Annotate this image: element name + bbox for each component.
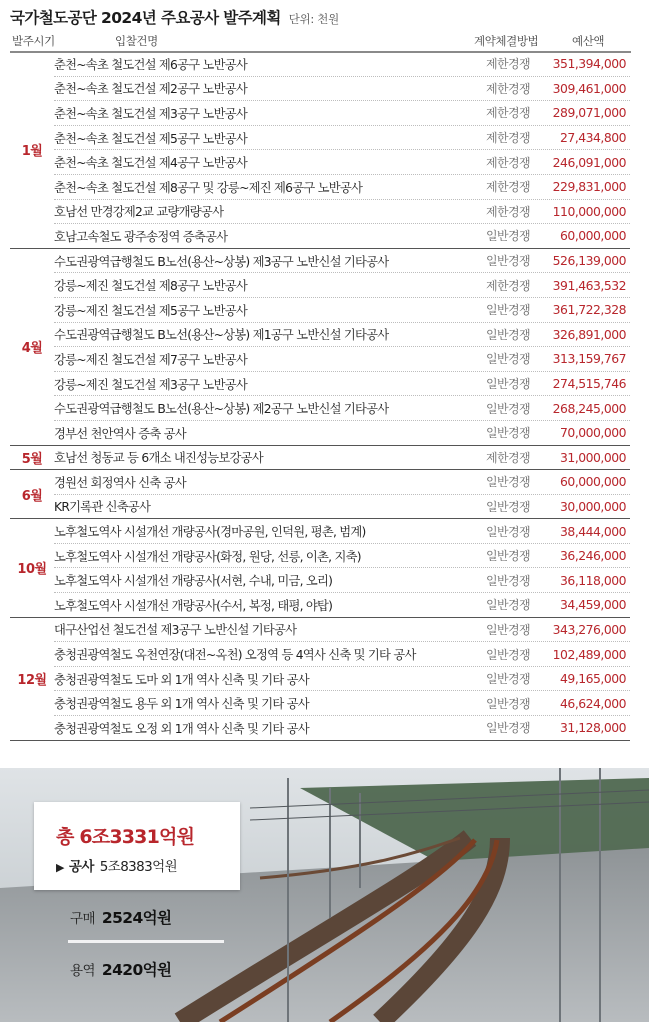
month-label: 1월 bbox=[21, 144, 43, 160]
month-rows bbox=[54, 618, 630, 740]
table-row bbox=[54, 396, 630, 421]
triangle-right-icon: ▶ bbox=[56, 861, 64, 874]
budget-amount: 391,463,532 bbox=[552, 277, 626, 293]
contract-method: 제한경쟁 bbox=[486, 106, 530, 121]
project-name: 호남선 만경강제2교 교량개량공사 bbox=[54, 205, 224, 220]
column-headers bbox=[0, 33, 649, 49]
month-rows bbox=[54, 249, 630, 445]
project-name: 노후철도역사 시설개선 개량공사(서현, 수내, 미금, 오리) bbox=[54, 574, 333, 589]
contract-method: 일반경쟁 bbox=[486, 573, 530, 588]
month-group bbox=[10, 52, 630, 249]
total-amount: 총 6조3331억원 bbox=[56, 826, 195, 848]
project-name: 대구산업선 철도건설 제3공구 노반신설 기타공사 bbox=[54, 623, 297, 638]
contract-method: 일반경쟁 bbox=[486, 254, 530, 269]
budget-amount: 313,159,767 bbox=[552, 351, 626, 367]
project-name: 노후철도역사 시설개선 개량공사(수서, 복정, 태평, 야탑) bbox=[54, 598, 333, 613]
contract-method: 일반경쟁 bbox=[486, 672, 530, 687]
contract-method: 일반경쟁 bbox=[486, 499, 530, 514]
project-name: 강릉~제진 철도건설 제7공구 노반공사 bbox=[54, 352, 248, 367]
table-row bbox=[54, 544, 630, 569]
project-name: 춘천~속초 철도건설 제6공구 노반공사 bbox=[54, 57, 248, 72]
budget-amount: 70,000,000 bbox=[560, 425, 626, 441]
contract-method: 제한경쟁 bbox=[486, 131, 530, 146]
project-name: 춘천~속초 철도건설 제3공구 노반공사 bbox=[54, 106, 248, 121]
budget-amount: 60,000,000 bbox=[560, 228, 626, 244]
budget-amount: 229,831,000 bbox=[552, 179, 626, 195]
project-name: 충청권광역철도 도마 외 1개 역사 신축 및 기타 공사 bbox=[54, 672, 309, 687]
purchase-summary bbox=[70, 906, 171, 928]
table-row bbox=[54, 298, 630, 323]
table-row bbox=[54, 77, 630, 102]
page-title: 국가철도공단 2024년 주요공사 발주계획 bbox=[10, 9, 281, 27]
budget-amount: 289,071,000 bbox=[552, 105, 626, 121]
budget-amount: 49,165,000 bbox=[560, 671, 626, 687]
table-row bbox=[54, 101, 630, 126]
project-name: 노후철도역사 시설개선 개량공사(경마공원, 인덕원, 평촌, 범계) bbox=[54, 525, 366, 540]
project-name: 춘천~속초 철도건설 제2공구 노반공사 bbox=[54, 82, 248, 97]
month-rows bbox=[54, 446, 630, 470]
budget-amount: 110,000,000 bbox=[552, 203, 626, 219]
contract-method: 일반경쟁 bbox=[486, 426, 530, 441]
project-name: 수도권광역급행철도 B노선(용산~상봉) 제2공구 노반신설 기타공사 bbox=[54, 402, 389, 417]
project-name: 강릉~제진 철도건설 제8공구 노반공사 bbox=[54, 279, 248, 294]
contract-method: 제한경쟁 bbox=[486, 180, 530, 195]
table-row bbox=[54, 347, 630, 372]
construction-summary bbox=[56, 855, 177, 875]
budget-amount: 36,118,000 bbox=[560, 572, 626, 588]
month-label: 6월 bbox=[21, 488, 43, 504]
budget-amount: 361,722,328 bbox=[552, 302, 626, 318]
unit-label: 단위: 천원 bbox=[288, 12, 339, 26]
month-group bbox=[10, 618, 630, 741]
table-row bbox=[54, 568, 630, 593]
contract-method: 일반경쟁 bbox=[486, 622, 530, 637]
contract-method: 일반경쟁 bbox=[486, 721, 530, 736]
service-summary bbox=[70, 958, 171, 980]
table-row bbox=[54, 593, 630, 617]
table-row bbox=[54, 470, 630, 495]
budget-amount: 36,246,000 bbox=[560, 548, 626, 564]
project-name: 노후철도역사 시설개선 개량공사(화정, 원당, 선릉, 이촌, 지축) bbox=[54, 549, 361, 564]
month-group bbox=[10, 470, 630, 519]
service-value: 2420억원 bbox=[101, 961, 172, 979]
budget-amount: 268,245,000 bbox=[552, 400, 626, 416]
purchase-label: 구매 bbox=[70, 911, 95, 927]
contract-method: 일반경쟁 bbox=[486, 352, 530, 367]
table-row bbox=[54, 667, 630, 692]
table-row bbox=[54, 200, 630, 225]
table-row bbox=[54, 126, 630, 151]
project-name: 경원선 회정역사 신축 공사 bbox=[54, 475, 186, 490]
project-name: 수도권광역급행철도 B노선(용산~상봉) 제1공구 노반신설 기타공사 bbox=[54, 328, 389, 343]
month-rows bbox=[54, 470, 630, 518]
month-label: 5월 bbox=[21, 451, 43, 467]
contract-method: 일반경쟁 bbox=[486, 303, 530, 318]
project-name: 강릉~제진 철도건설 제3공구 노반공사 bbox=[54, 377, 248, 392]
table-row bbox=[54, 618, 630, 643]
budget-amount: 27,434,800 bbox=[560, 130, 626, 146]
project-name: 춘천~속초 철도건설 제8공구 및 강릉~제진 제6공구 노반공사 bbox=[54, 180, 363, 195]
month-group bbox=[10, 519, 630, 617]
table-row bbox=[54, 421, 630, 445]
budget-amount: 326,891,000 bbox=[552, 326, 626, 342]
table-row bbox=[54, 249, 630, 274]
table-row bbox=[54, 642, 630, 667]
budget-amount: 38,444,000 bbox=[560, 523, 626, 539]
project-name: 강릉~제진 철도건설 제5공구 노반공사 bbox=[54, 303, 248, 318]
budget-amount: 246,091,000 bbox=[552, 154, 626, 170]
contract-method: 제한경쟁 bbox=[486, 450, 530, 465]
project-table bbox=[10, 52, 630, 741]
purchase-value: 2524억원 bbox=[101, 909, 172, 927]
table-row bbox=[54, 495, 630, 519]
contract-method: 제한경쟁 bbox=[486, 155, 530, 170]
column-header-budget: 예산액 bbox=[572, 34, 605, 48]
construction-label: 공사 bbox=[68, 859, 94, 875]
column-header-method: 계약체결방법 bbox=[474, 34, 539, 48]
table-row bbox=[54, 323, 630, 348]
table-row bbox=[54, 273, 630, 298]
project-name: 충청권광역철도 옥천연장(대전~옥천) 오정역 등 4역사 신축 및 기타 공사 bbox=[54, 648, 416, 663]
contract-method: 일반경쟁 bbox=[486, 475, 530, 490]
budget-amount: 309,461,000 bbox=[552, 80, 626, 96]
table-row bbox=[54, 716, 630, 740]
table-row bbox=[54, 691, 630, 716]
column-header-name: 입찰건명 bbox=[115, 34, 158, 48]
contract-method: 일반경쟁 bbox=[486, 696, 530, 711]
budget-amount: 30,000,000 bbox=[560, 498, 626, 514]
budget-amount: 31,128,000 bbox=[560, 720, 626, 736]
summary-card bbox=[34, 802, 240, 890]
month-label: 10월 bbox=[17, 562, 47, 578]
contract-method: 일반경쟁 bbox=[486, 229, 530, 244]
contract-method: 제한경쟁 bbox=[486, 278, 530, 293]
summary-divider bbox=[68, 940, 224, 943]
table-row bbox=[54, 519, 630, 544]
contract-method: 일반경쟁 bbox=[486, 401, 530, 416]
project-name: 호남고속철도 광주송정역 증축공사 bbox=[54, 229, 228, 244]
budget-amount: 343,276,000 bbox=[552, 621, 626, 637]
contract-method: 제한경쟁 bbox=[486, 81, 530, 96]
budget-amount: 34,459,000 bbox=[560, 597, 626, 613]
project-name: 충청권광역철도 오정 외 1개 역사 신축 및 기타 공사 bbox=[54, 721, 309, 736]
table-row bbox=[54, 224, 630, 248]
table-row bbox=[54, 446, 630, 470]
contract-method: 일반경쟁 bbox=[486, 598, 530, 613]
contract-method: 제한경쟁 bbox=[486, 204, 530, 219]
project-name: 춘천~속초 철도건설 제5공구 노반공사 bbox=[54, 131, 248, 146]
project-name: KR기록관 신축공사 bbox=[54, 500, 151, 515]
contract-method: 일반경쟁 bbox=[486, 647, 530, 662]
table-row bbox=[54, 372, 630, 397]
project-name: 춘천~속초 철도건설 제4공구 노반공사 bbox=[54, 156, 248, 171]
project-name: 수도권광역급행철도 B노선(용산~상봉) 제3공구 노반신설 기타공사 bbox=[54, 254, 389, 269]
month-label: 4월 bbox=[21, 341, 43, 357]
budget-amount: 526,139,000 bbox=[552, 253, 626, 269]
budget-amount: 102,489,000 bbox=[552, 646, 626, 662]
budget-amount: 46,624,000 bbox=[560, 695, 626, 711]
contract-method: 일반경쟁 bbox=[486, 524, 530, 539]
budget-amount: 60,000,000 bbox=[560, 474, 626, 490]
month-group bbox=[10, 249, 630, 446]
contract-method: 일반경쟁 bbox=[486, 327, 530, 342]
header bbox=[10, 6, 339, 28]
month-rows bbox=[54, 519, 630, 616]
budget-amount: 31,000,000 bbox=[560, 449, 626, 465]
budget-amount: 351,394,000 bbox=[552, 56, 626, 72]
month-rows bbox=[54, 52, 630, 248]
budget-amount: 274,515,746 bbox=[552, 376, 626, 392]
contract-method: 일반경쟁 bbox=[486, 549, 530, 564]
month-label: 12월 bbox=[17, 673, 47, 689]
column-header-period: 발주시기 bbox=[12, 34, 55, 48]
project-name: 경부선 천안역사 증축 공사 bbox=[54, 426, 186, 441]
project-name: 호남선 청동교 등 6개소 내진성능보강공사 bbox=[54, 451, 263, 466]
contract-method: 일반경쟁 bbox=[486, 377, 530, 392]
contract-method: 제한경쟁 bbox=[486, 57, 530, 72]
table-row bbox=[54, 150, 630, 175]
construction-value: 5조8383억원 bbox=[99, 859, 178, 875]
project-name: 충청권광역철도 용두 외 1개 역사 신축 및 기타 공사 bbox=[54, 697, 309, 712]
month-group bbox=[10, 446, 630, 471]
table-row bbox=[54, 175, 630, 200]
table-row bbox=[54, 52, 630, 77]
service-label: 용역 bbox=[70, 963, 95, 979]
